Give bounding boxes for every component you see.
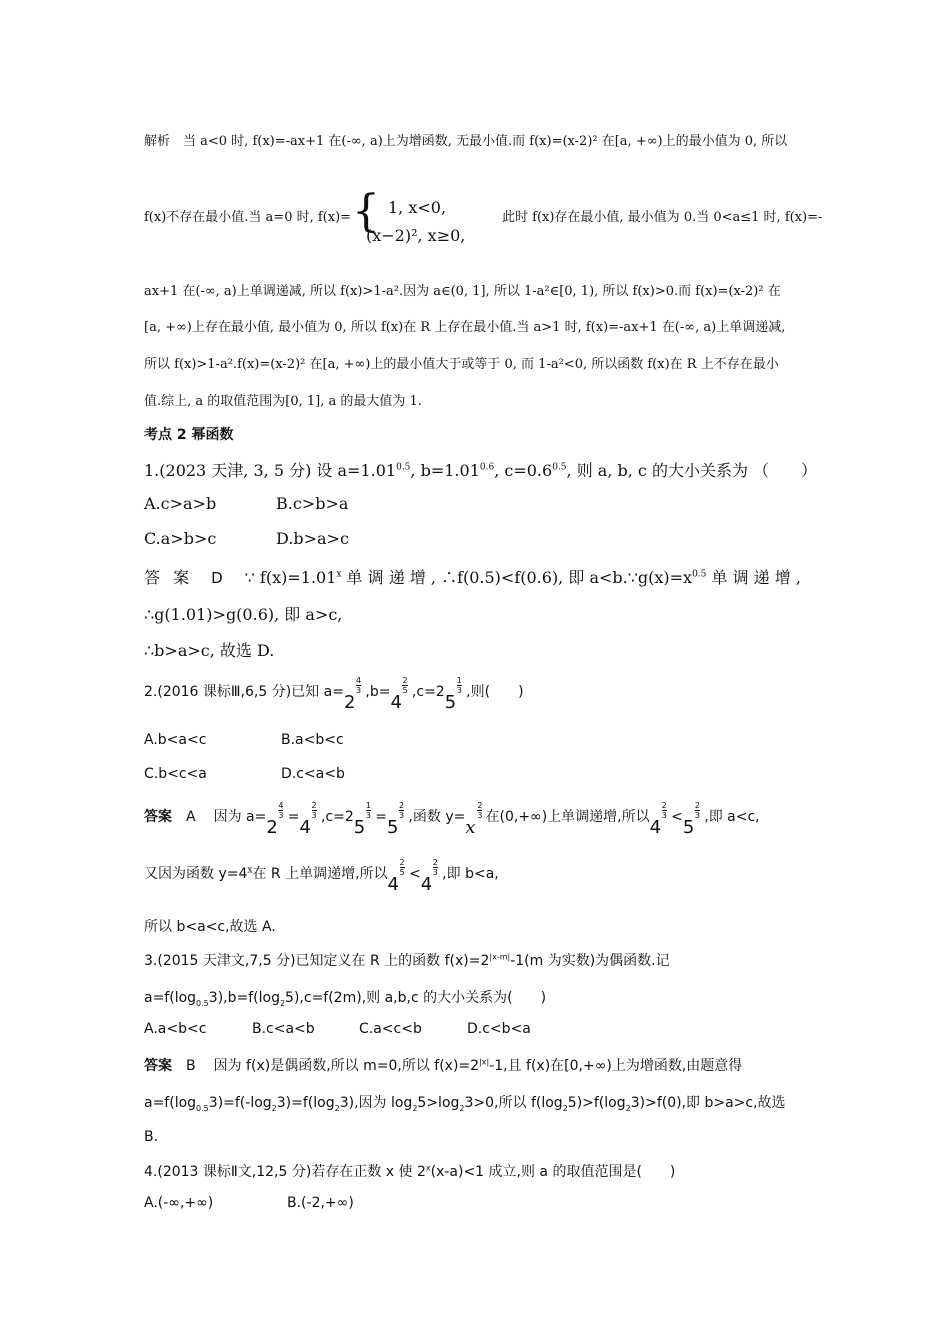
subscript: 2: [279, 998, 286, 1008]
solution-line-2-tail: [502, 206, 822, 225]
exponent-fraction: [399, 801, 404, 820]
q4-stem-text: 4.(2013 课标Ⅱ文,12,5 分)若存在正数 x 使 2: [144, 1164, 426, 1180]
q3-answer-line-3: B.: [144, 1129, 159, 1145]
q3-stem-text: -1(m 为实数)为偶函数.记: [510, 953, 670, 969]
power-expression: [465, 801, 485, 838]
denominator: 3: [311, 811, 317, 820]
q2-option-c: C.b<c<a: [144, 766, 207, 782]
q2-answer-line-2: [144, 858, 499, 895]
power-expression: [420, 858, 442, 895]
q3-answer-line-1: [144, 1055, 742, 1075]
subscript: 2: [334, 1103, 340, 1113]
section-title: 考点 2 幂函数: [144, 427, 234, 443]
exponent: x: [247, 865, 253, 876]
answer-text: ,即 b<a,: [442, 866, 499, 882]
q2-option-a: A.b<a<c: [144, 732, 207, 748]
solution-line-3: ax+1 在(-∞, a)上单调递减, 所以 f(x)>1-a².因为 a∈(0, 1], 所以 1-a²∈[0, 1), 所以 f(x)>0.而 f(x)=(x-2)² 在: [144, 284, 781, 299]
exponent: |x-m|: [489, 952, 511, 962]
q2-option-b: B.a<b<c: [281, 732, 344, 748]
numerator: 4: [278, 801, 284, 810]
exponent: x: [336, 569, 342, 580]
base: 5: [386, 817, 399, 838]
answer-text: ,c=2: [320, 809, 354, 825]
subscript: 2: [271, 1103, 277, 1113]
base: 2: [343, 692, 356, 713]
answer-text: ,函数 y=: [408, 809, 466, 825]
answer-label: 答案: [144, 809, 172, 825]
answer-text: 在 R 上单调递增,所以: [252, 866, 388, 882]
solution-line-4: [a, +∞)上存在最小值, 最小值为 0, 所以 f(x)在 R 上存在最小值.当 a>1 时, f(x)=-ax+1 在(-∞, a)上单调递减,: [144, 320, 786, 335]
denominator: 5: [402, 686, 408, 695]
piecewise-case-1: 1, x<0,: [388, 198, 447, 217]
exponent-fraction: [457, 676, 462, 695]
exponent-fraction: [366, 801, 371, 820]
power-expression: [387, 858, 409, 895]
denominator: 3: [278, 811, 284, 820]
exponent-fraction: [400, 858, 405, 877]
subscript: 0.5: [196, 1103, 209, 1113]
q2-stem: [144, 676, 524, 713]
q1-stem-text: , b=1.01: [410, 461, 480, 480]
numerator: 1: [365, 801, 371, 810]
solution-line-1: [144, 130, 787, 149]
base: 5: [682, 817, 695, 838]
piecewise-brace: {: [352, 186, 380, 237]
numerator: 2: [402, 676, 408, 685]
q2-stem-text: ,b=: [365, 684, 391, 700]
q2-stem-text: 2.(2016 课标Ⅲ,6,5 分)已知 a=: [144, 684, 344, 700]
q1-answer-line-2: ∴g(1.01)>g(0.6), 即 a>c,: [144, 605, 343, 624]
answer-text: 单 调 递 增 ,: [706, 568, 801, 587]
answer-text: 3),因为 log: [339, 1095, 413, 1111]
power-expression: [343, 676, 365, 713]
answer-text: 单 调 递 增 , ∴f(0.5)<f(0.6), 即 a<b.∵g(x)=x: [341, 568, 693, 587]
q1-stem-text: 1.(2023 天津, 3, 5 分) 设 a=1.01: [144, 461, 397, 480]
exponent-fraction: [662, 801, 667, 820]
q3-stem-text: 5),c=f(2m),则 a,b,c 的大小关系为( ): [285, 990, 547, 1006]
denominator: 5: [399, 868, 405, 877]
q3-answer-line-2: [144, 1092, 786, 1113]
answer-label: 答案: [144, 1058, 172, 1074]
q1-option-c: C.a>b>c: [144, 529, 217, 548]
solution-text: 解析 当 a<0 时, f(x)=-ax+1 在(-∞, a)上为增函数, 无最小值.而 f(x)=(x-2)² 在[a, +∞)上的最小值为 0, 所以: [144, 134, 788, 149]
solution-text: f(x)不存在最小值.当 a=0 时, f(x)=: [144, 210, 352, 225]
exponent: 0.6: [479, 462, 495, 473]
subscript: 2: [459, 1103, 465, 1113]
answer-letter: A: [186, 809, 196, 825]
solution-text: 此时 f(x)存在最小值, 最小值为 0.当 0<a≤1 时, f(x)=-: [502, 210, 823, 225]
answer-text: -1,且 f(x)在[0,+∞)上为增函数,由题意得: [489, 1058, 743, 1074]
answer-text: ,即 a<c,: [704, 809, 760, 825]
denominator: 3: [398, 811, 405, 820]
q2-stem-text: ,则( ): [466, 684, 524, 700]
power-expression: [266, 801, 287, 838]
q1-option-d: D.b>a>c: [276, 529, 349, 548]
q3-option-c: C.a<c<b: [359, 1021, 422, 1037]
answer-text: 又因为函数 y=4: [144, 866, 248, 882]
q2-option-d: D.c<a<b: [281, 766, 345, 782]
subscript: 2: [412, 1103, 418, 1113]
q3-option-d: D.c<b<a: [467, 1021, 531, 1037]
power-expression: [444, 676, 466, 713]
subscript: 2: [562, 1103, 568, 1113]
denominator: 3: [456, 686, 462, 695]
exponent: 0.5: [552, 462, 567, 473]
numerator: 2: [694, 801, 700, 810]
q2-answer-line-1: [144, 801, 760, 838]
numerator: 2: [477, 801, 483, 810]
answer-text: 3)=f(-log: [208, 1095, 272, 1111]
exponent: 0.5: [692, 569, 707, 580]
denominator: 3: [432, 868, 438, 877]
exponent-fraction: [695, 801, 700, 820]
q1-answer-line-1: [144, 565, 801, 588]
base: 4: [390, 692, 402, 713]
numerator: 1: [456, 676, 462, 685]
q4-option-a: A.(-∞,+∞): [144, 1195, 214, 1211]
numerator: 2: [432, 858, 438, 867]
exponent-fraction: [312, 801, 317, 820]
q3-stem-text: a=f(log: [144, 990, 197, 1006]
exponent: |x|: [479, 1057, 490, 1067]
q4-stem: [144, 1161, 675, 1181]
solution-line-6: 值.综上, a 的取值范围为[0, 1], a 的最大值为 1.: [144, 394, 422, 409]
power-expression: [353, 801, 375, 838]
q4-stem-text: (x-a)<1 成立,则 a 的取值范围是( ): [430, 1164, 676, 1180]
answer-text: 因为 a=: [213, 809, 267, 825]
answer-text: 在(0,+∞)上单调递增,所以: [485, 809, 650, 825]
piecewise-case-2: (x−2)², x≥0,: [366, 226, 466, 245]
solution-line-5: 所以 f(x)>1-a².f(x)=(x-2)² 在[a, +∞)上的最小值大于或等于 0, 而 1-a²<0, 所以函数 f(x)在 R 上不存在最小: [144, 357, 779, 372]
numerator: 2: [661, 801, 667, 810]
subscript: 0.5: [196, 998, 209, 1008]
q3-stem-text: 3.(2015 天津文,7,5 分)已知定义在 R 上的函数 f(x)=2: [144, 953, 490, 969]
numerator: 2: [398, 801, 405, 810]
numerator: 4: [355, 676, 362, 685]
answer-text: 5)>f(log: [567, 1095, 626, 1111]
q3-option-b: B.c<a<b: [252, 1021, 315, 1037]
answer-text: <: [671, 809, 683, 825]
numerator: 2: [311, 801, 317, 810]
answer-letter: B: [186, 1058, 196, 1074]
q1-answer-line-3: ∴b>a>c, 故选 D.: [144, 641, 275, 660]
power-expression: [682, 801, 704, 838]
q1-stem: [144, 458, 817, 481]
answer-label: 答 案: [144, 568, 194, 587]
answer-text: 3)>f(0),即 b>a>c,故选: [630, 1095, 786, 1111]
exponent: x: [425, 1163, 431, 1173]
exponent-fraction: [278, 801, 283, 820]
answer-text: <: [408, 866, 421, 882]
q3-stem-line-2: [144, 987, 546, 1008]
q3-option-a: A.a<b<c: [144, 1021, 207, 1037]
base: 4: [299, 817, 311, 838]
base: x: [465, 817, 476, 838]
q1-option-b: B.c>b>a: [276, 494, 349, 513]
answer-text: 3)=f(log: [276, 1095, 335, 1111]
q4-option-b: B.(-2,+∞): [287, 1195, 354, 1211]
answer-text: 5>log: [417, 1095, 460, 1111]
answer-text: a=f(log: [144, 1095, 197, 1111]
base: 5: [353, 817, 366, 838]
denominator: 3: [355, 686, 362, 695]
answer-text: =: [287, 809, 300, 825]
q2-answer-line-3: 所以 b<a<c,故选 A.: [144, 919, 276, 935]
exponent-fraction: [477, 801, 482, 820]
answer-text: =: [375, 809, 387, 825]
denominator: 3: [661, 811, 667, 820]
exponent-fraction: [356, 676, 361, 695]
q3-stem-text: 3),b=f(log: [208, 990, 280, 1006]
denominator: 3: [694, 811, 700, 820]
subscript: 2: [625, 1103, 631, 1113]
answer-text: 因为 f(x)是偶函数,所以 m=0,所以 f(x)=2: [213, 1058, 480, 1074]
answer-text: 3>0,所以 f(log: [464, 1095, 563, 1111]
denominator: 3: [477, 811, 483, 820]
answer-text: ∵ f(x)=1.01: [244, 568, 337, 587]
q2-stem-text: ,c=2: [411, 684, 445, 700]
solution-line-2: [144, 206, 351, 225]
base: 5: [444, 692, 457, 713]
base: 4: [387, 874, 399, 895]
denominator: 3: [365, 811, 371, 820]
q1-option-a: A.c>a>b: [144, 494, 217, 513]
power-expression: [649, 801, 671, 838]
q1-stem-text: , c=0.6: [494, 461, 553, 480]
power-expression: [390, 676, 411, 713]
exponent-fraction: [402, 676, 407, 695]
power-expression: [299, 801, 321, 838]
exponent: 0.5: [396, 462, 411, 473]
power-expression: [386, 801, 408, 838]
base: 2: [266, 817, 278, 838]
q1-stem-text: , 则 a, b, c 的大小关系为 （ ）: [566, 461, 818, 480]
numerator: 2: [399, 858, 405, 867]
answer-letter: D: [211, 569, 223, 587]
exponent-fraction: [433, 858, 438, 877]
base: 4: [420, 874, 433, 895]
q3-stem-line-1: [144, 950, 670, 970]
base: 4: [649, 817, 662, 838]
